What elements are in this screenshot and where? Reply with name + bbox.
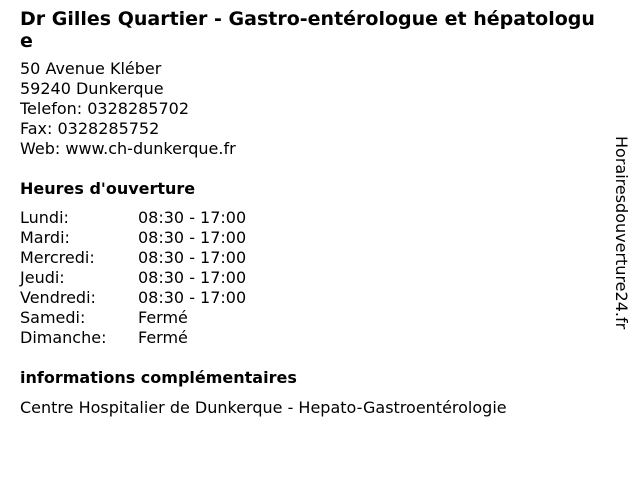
street-address: 50 Avenue Kléber: [20, 59, 162, 78]
hours-day-label: Mardi:: [20, 228, 70, 247]
hours-row-jeudi: [20, 268, 600, 288]
hours-row-samedi: [20, 308, 600, 328]
address-block: [20, 59, 600, 159]
hours-table: [20, 208, 600, 348]
hours-day-label: Mercredi:: [20, 248, 95, 267]
site-watermark: Horairesdouverture24.fr: [612, 136, 631, 330]
hours-day-label: Jeudi:: [20, 268, 65, 287]
hours-day-label: Vendredi:: [20, 288, 96, 307]
hours-time-value: 08:30 - 17:00: [138, 268, 247, 287]
fax-line: Fax: 0328285752: [20, 119, 160, 138]
hours-heading: Heures d'ouverture: [20, 179, 196, 198]
hours-day-label: Samedi:: [20, 308, 86, 327]
hours-day-label: Dimanche:: [20, 328, 107, 347]
hours-row-mercredi: [20, 248, 600, 268]
hours-row-dimanche: [20, 328, 600, 348]
hours-time-value: 08:30 - 17:00: [138, 288, 247, 307]
hours-row-mardi: [20, 228, 600, 248]
web-line[interactable]: Web: www.ch-dunkerque.fr: [20, 139, 236, 158]
info-heading: informations complémentaires: [20, 368, 297, 387]
info-text: Centre Hospitalier de Dunkerque - Hepato-Gastroentérologie: [20, 398, 507, 417]
business-card: [20, 8, 600, 418]
hours-time-value: 08:30 - 17:00: [138, 228, 247, 247]
hours-time-value: Fermé: [138, 328, 188, 347]
page-title: Dr Gilles Quartier - Gastro-entérologue et hépatologue: [20, 8, 595, 52]
city-line: 59240 Dunkerque: [20, 79, 164, 98]
hours-row-lundi: [20, 208, 600, 228]
phone-line[interactable]: Telefon: 0328285702: [20, 99, 190, 118]
hours-time-value: 08:30 - 17:00: [138, 248, 247, 267]
hours-row-vendredi: [20, 288, 600, 308]
hours-time-value: Fermé: [138, 308, 188, 327]
hours-time-value: 08:30 - 17:00: [138, 208, 247, 227]
hours-day-label: Lundi:: [20, 208, 69, 227]
